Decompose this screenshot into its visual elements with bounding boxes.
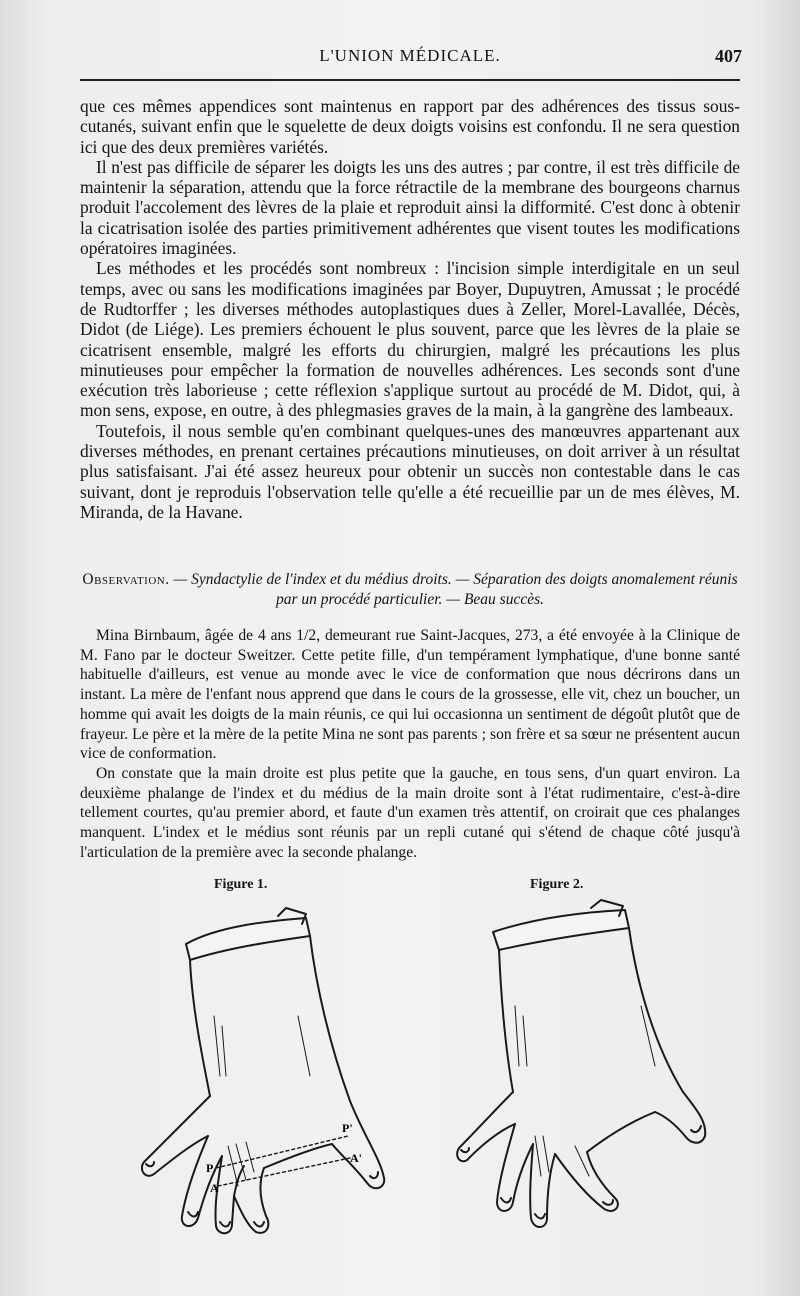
paragraph: Les méthodes et les procédés sont nombreux : l'incision simple interdigitale en un seul temps, avec ou sans les modifications imaginées par Boyer, Dupuytren, Amussat ; le procédé de Rudtorffer ; les diverses méthodes autoplastiques dues à Zeller, Morel-Lavallée, Décès, Didot (de Liége). Les premiers échouent le plus souvent, parce que les lèvres de la plaie se cicatrisent ensemble, malgré les efforts du chirurgien, malgré les précautions les plus minutieuses pour empêcher la formation de nouvelles adhérences. Les seconds sont d'une exécution très laborieuse ; cette réflexion s'applique surtout au procédé de M. Didot, qui, à mon sens, expose, en outre, à des phlegmasies graves de la main, à la gangrène des lambeaux. [80, 258, 740, 421]
figure-1-hand-illustration [118, 896, 418, 1246]
label-p-prime: P' [342, 1121, 353, 1135]
figure-2-hand-illustration [435, 896, 715, 1246]
paragraph: que ces mêmes appendices sont maintenus en rapport par des adhérences des tissus sous-cutanés, suivant enfin que le squelette de deux doigts voisins est confondu. Il ne sera question ici que des deux premières variétés. [80, 96, 740, 157]
paragraph: Toutefois, il nous semble qu'en combinant quelques-unes des manœuvres appartenant aux diverses méthodes, en prenant certaines précautions minutieuses, on doit arriver à un résultat plus satisfaisant. J'ai été assez heureux pour obtenir un succès non contestable dans le cas suivant, dont je reproduis l'observation telle qu'elle a été recueillie par un de mes élèves, M. Miranda, de la Havane. [80, 420, 740, 522]
body-text [80, 96, 740, 522]
label-a: A [210, 1181, 219, 1195]
label-p: P [206, 1161, 214, 1175]
hand-drawing-syndactyly [118, 896, 418, 1246]
paragraph: On constate que la main droite est plus petite que la gauche, en tous sens, d'un quart environ. La deuxième phalange de l'index et du médius de la main droite sont à l'état rudimentaire, c'est-à-dire tellement courtes, qu'au premier abord, et faute d'un examen très attentif, on croirait que ces phalanges manquent. L'index et le médius sont réunis par un repli cutané qui s'étend de chaque côté jusqu'à l'articulation de la première avec la seconde phalange. [80, 764, 740, 861]
hand-drawing-separated [435, 896, 715, 1246]
observation-heading [80, 570, 740, 610]
observation-label: Observation. [82, 571, 170, 588]
paragraph: Il n'est pas difficile de séparer les doigts les uns des autres ; par contre, il est très difficile de maintenir la séparation, attendu que la force rétractile de la membrane des bourgeons charnus produit l'accolement des lèvres de la plaie et reproduit ainsi la difformité. C'est donc à obtenir la cicatrisation isolée des parties primitivement adhérentes que visent toutes les modifications opératoires imaginées. [80, 156, 740, 259]
page-number: 407 [715, 46, 742, 66]
observation-text [80, 626, 740, 862]
paragraph: Mina Birnbaum, âgée de 4 ans 1/2, demeurant rue Saint-Jacques, 273, a été envoyée à la Clinique de M. Fano par le docteur Sweitzer. Cette petite fille, d'un tempérament lymphatique, d'une bonne santé habituelle d'ailleurs, est venue au monde avec le vice de conformation que nous décrirons dans un instant. La mère de l'enfant nous apprend que dans le cours de la grossesse, elle vit, chez un boucher, un homme qui avait les doigts de la main réunis, ce qui lui occasionna un sentiment de dégoût plutôt que de frayeur. Le père et la mère de la petite Mina ne sont pas parents ; son frère et sa sœur ne présentent aucun vice de conformation. [80, 627, 740, 763]
label-a-prime: A' [350, 1151, 362, 1165]
observation-title: — Syndactylie de l'index et du médius droits. — Séparation des doigts anomalement réunis par un procédé particulier. — Beau succès. [173, 571, 738, 608]
running-header [78, 46, 742, 72]
journal-title: L'UNION MÉDICALE. [319, 46, 501, 65]
figure-1-caption: Figure 1. [214, 877, 268, 892]
figure-2-caption: Figure 2. [530, 877, 584, 892]
header-rule [80, 79, 740, 81]
